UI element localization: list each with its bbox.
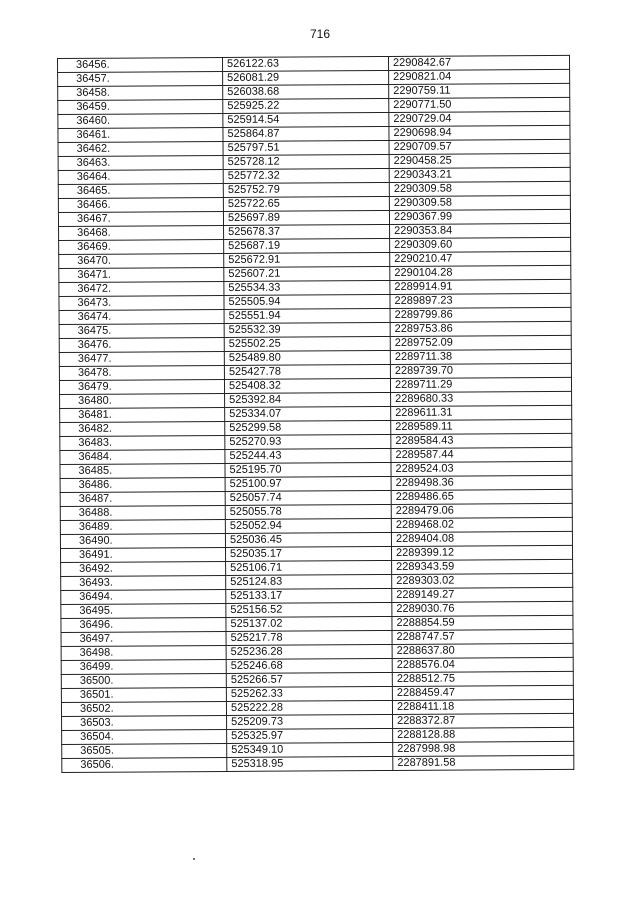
y-coordinate-cell: 2290729.04 xyxy=(389,111,570,126)
point-id-cell: 36471. xyxy=(59,267,224,282)
x-coordinate-cell: 525055.78 xyxy=(225,504,391,519)
point-id-cell: 36467. xyxy=(58,211,223,226)
y-coordinate-cell: 2289303.02 xyxy=(392,573,573,588)
x-coordinate-cell: 525217.78 xyxy=(226,630,392,645)
y-coordinate-cell: 2287998.98 xyxy=(393,741,574,756)
point-id-cell: 36505. xyxy=(62,743,227,758)
y-coordinate-cell: 2289399.12 xyxy=(391,545,572,560)
point-id-cell: 36498. xyxy=(61,645,226,660)
y-coordinate-cell: 2287891.58 xyxy=(393,755,574,770)
point-id-cell: 36502. xyxy=(61,701,226,716)
x-coordinate-cell: 525532.39 xyxy=(224,322,390,337)
point-id-cell: 36492. xyxy=(61,561,226,576)
y-coordinate-cell: 2289468.02 xyxy=(391,517,572,532)
y-coordinate-cell: 2289739.70 xyxy=(390,363,571,378)
y-coordinate-cell: 2290842.67 xyxy=(388,55,569,70)
x-coordinate-cell: 525722.65 xyxy=(223,196,389,211)
point-id-cell: 36456. xyxy=(58,57,223,72)
y-coordinate-cell: 2290771.50 xyxy=(389,97,570,112)
x-coordinate-cell: 525752.79 xyxy=(223,182,389,197)
point-id-cell: 36457. xyxy=(58,71,223,86)
point-id-cell: 36487. xyxy=(60,491,225,506)
point-id-cell: 36463. xyxy=(58,155,223,170)
point-id-cell: 36506. xyxy=(62,757,227,772)
x-coordinate-cell: 525236.28 xyxy=(226,644,392,659)
y-coordinate-cell: 2289752.09 xyxy=(390,335,571,350)
point-id-cell: 36490. xyxy=(60,533,225,548)
point-id-cell: 36486. xyxy=(60,477,225,492)
y-coordinate-cell: 2290309.58 xyxy=(389,181,570,196)
x-coordinate-cell: 525408.32 xyxy=(224,378,390,393)
point-id-cell: 36481. xyxy=(60,407,225,422)
y-coordinate-cell: 2288512.75 xyxy=(392,671,573,686)
y-coordinate-cell: 2289753.86 xyxy=(390,321,571,336)
y-coordinate-cell: 2289799.86 xyxy=(390,307,571,322)
y-coordinate-cell: 2288576.04 xyxy=(392,657,573,672)
point-id-cell: 36483. xyxy=(60,435,225,450)
x-coordinate-cell: 525489.80 xyxy=(224,350,390,365)
point-id-cell: 36459. xyxy=(58,99,223,114)
y-coordinate-cell: 2289030.76 xyxy=(392,601,573,616)
point-id-cell: 36474. xyxy=(59,309,224,324)
x-coordinate-cell: 525534.33 xyxy=(224,280,390,295)
y-coordinate-cell: 2288637.80 xyxy=(392,643,573,658)
y-coordinate-cell: 2290343.21 xyxy=(389,167,570,182)
x-coordinate-cell: 525052.94 xyxy=(225,518,391,533)
y-coordinate-cell: 2289343.59 xyxy=(392,559,573,574)
x-coordinate-cell: 526122.63 xyxy=(222,56,388,71)
x-coordinate-cell: 525392.84 xyxy=(225,392,391,407)
x-coordinate-cell: 525036.45 xyxy=(225,532,391,547)
y-coordinate-cell: 2289611.31 xyxy=(391,405,572,420)
y-coordinate-cell: 2288747.57 xyxy=(392,629,573,644)
point-id-cell: 36484. xyxy=(60,449,225,464)
point-id-cell: 36473. xyxy=(59,295,224,310)
point-id-cell: 36503. xyxy=(62,715,227,730)
x-coordinate-cell: 525697.89 xyxy=(223,210,389,225)
y-coordinate-cell: 2289914.91 xyxy=(390,279,571,294)
x-coordinate-cell: 525156.52 xyxy=(226,602,392,617)
y-coordinate-cell: 2289486.65 xyxy=(391,489,572,504)
y-coordinate-cell: 2289584.43 xyxy=(391,433,572,448)
point-id-cell: 36476. xyxy=(59,337,224,352)
y-coordinate-cell: 2290709.57 xyxy=(389,139,570,154)
point-id-cell: 36485. xyxy=(60,463,225,478)
point-id-cell: 36479. xyxy=(59,379,224,394)
x-coordinate-cell: 525925.22 xyxy=(223,98,389,113)
point-id-cell: 36468. xyxy=(59,225,224,240)
x-coordinate-cell: 525797.51 xyxy=(223,140,389,155)
x-coordinate-cell: 525106.71 xyxy=(226,560,392,575)
x-coordinate-cell: 525678.37 xyxy=(224,224,390,239)
x-coordinate-cell: 525772.32 xyxy=(223,168,389,183)
point-id-cell: 36464. xyxy=(58,169,223,184)
y-coordinate-cell: 2290759.11 xyxy=(389,83,570,98)
point-id-cell: 36497. xyxy=(61,631,226,646)
y-coordinate-cell: 2289404.08 xyxy=(391,531,572,546)
x-coordinate-cell: 525124.83 xyxy=(226,574,392,589)
y-coordinate-cell: 2289524.03 xyxy=(391,461,572,476)
point-id-cell: 36475. xyxy=(59,323,224,338)
y-coordinate-cell: 2290821.04 xyxy=(389,69,570,84)
coordinates-table xyxy=(57,55,574,773)
page-number: 716 xyxy=(309,27,331,41)
y-coordinate-cell: 2288459.47 xyxy=(392,685,573,700)
y-coordinate-cell: 2289479.06 xyxy=(391,503,572,518)
x-coordinate-cell: 525325.97 xyxy=(227,728,393,743)
point-id-cell: 36469. xyxy=(59,239,224,254)
point-id-cell: 36493. xyxy=(61,575,226,590)
point-id-cell: 36489. xyxy=(60,519,225,534)
x-coordinate-cell: 525222.28 xyxy=(226,700,392,715)
x-coordinate-cell: 525266.57 xyxy=(226,672,392,687)
x-coordinate-cell: 525270.93 xyxy=(225,434,391,449)
point-id-cell: 36496. xyxy=(61,617,226,632)
point-id-cell: 36478. xyxy=(59,365,224,380)
y-coordinate-cell: 2289711.38 xyxy=(390,349,571,364)
x-coordinate-cell: 526081.29 xyxy=(223,70,389,85)
point-id-cell: 36461. xyxy=(58,127,223,142)
point-id-cell: 36482. xyxy=(60,421,225,436)
table-row xyxy=(62,755,574,772)
point-id-cell: 36477. xyxy=(59,351,224,366)
y-coordinate-cell: 2289711.29 xyxy=(390,377,571,392)
y-coordinate-cell: 2290353.84 xyxy=(390,223,571,238)
x-coordinate-cell: 525262.33 xyxy=(226,686,392,701)
y-coordinate-cell: 2290458.25 xyxy=(389,153,570,168)
point-id-cell: 36480. xyxy=(60,393,225,408)
y-coordinate-cell: 2290104.28 xyxy=(390,265,571,280)
point-id-cell: 36462. xyxy=(58,141,223,156)
x-coordinate-cell: 525318.95 xyxy=(227,756,393,771)
y-coordinate-cell: 2289589.11 xyxy=(391,419,572,434)
x-coordinate-cell: 525864.87 xyxy=(223,126,389,141)
x-coordinate-cell: 525607.21 xyxy=(224,266,390,281)
y-coordinate-cell: 2290210.47 xyxy=(390,251,571,266)
point-id-cell: 36460. xyxy=(58,113,223,128)
x-coordinate-cell: 525244.43 xyxy=(225,448,391,463)
x-coordinate-cell: 525137.02 xyxy=(226,616,392,631)
point-id-cell: 36501. xyxy=(61,687,226,702)
y-coordinate-cell: 2289149.27 xyxy=(392,587,573,602)
point-id-cell: 36470. xyxy=(59,253,224,268)
y-coordinate-cell: 2288372.87 xyxy=(393,713,574,728)
y-coordinate-cell: 2290698.94 xyxy=(389,125,570,140)
x-coordinate-cell: 525349.10 xyxy=(227,742,393,757)
point-id-cell: 36491. xyxy=(60,547,225,562)
x-coordinate-cell: 525551.94 xyxy=(224,308,390,323)
y-coordinate-cell: 2290309.58 xyxy=(389,195,570,210)
y-coordinate-cell: 2289897.23 xyxy=(390,293,571,308)
point-id-cell: 36465. xyxy=(58,183,223,198)
y-coordinate-cell: 2288854.59 xyxy=(392,615,573,630)
x-coordinate-cell: 525100.97 xyxy=(225,476,391,491)
point-id-cell: 36500. xyxy=(61,673,226,688)
x-coordinate-cell: 525728.12 xyxy=(223,154,389,169)
x-coordinate-cell: 525914.54 xyxy=(223,112,389,127)
y-coordinate-cell: 2289587.44 xyxy=(391,447,572,462)
y-coordinate-cell: 2290309.60 xyxy=(390,237,571,252)
point-id-cell: 36494. xyxy=(61,589,226,604)
x-coordinate-cell: 525057.74 xyxy=(225,490,391,505)
x-coordinate-cell: 525672.91 xyxy=(224,252,390,267)
x-coordinate-cell: 525427.78 xyxy=(224,364,390,379)
point-id-cell: 36488. xyxy=(60,505,225,520)
point-id-cell: 36472. xyxy=(59,281,224,296)
x-coordinate-cell: 525334.07 xyxy=(225,406,391,421)
y-coordinate-cell: 2289498.36 xyxy=(391,475,572,490)
stray-mark xyxy=(193,858,195,860)
x-coordinate-cell: 525299.58 xyxy=(225,420,391,435)
x-coordinate-cell: 525687.19 xyxy=(224,238,390,253)
x-coordinate-cell: 525502.25 xyxy=(224,336,390,351)
coordinates-table-body xyxy=(58,55,574,772)
y-coordinate-cell: 2288128.88 xyxy=(393,727,574,742)
x-coordinate-cell: 525133.17 xyxy=(226,588,392,603)
y-coordinate-cell: 2288411.18 xyxy=(392,699,573,714)
x-coordinate-cell: 525035.17 xyxy=(225,546,391,561)
x-coordinate-cell: 525209.73 xyxy=(227,714,393,729)
x-coordinate-cell: 525505.94 xyxy=(224,294,390,309)
point-id-cell: 36466. xyxy=(58,197,223,212)
point-id-cell: 36495. xyxy=(61,603,226,618)
point-id-cell: 36458. xyxy=(58,85,223,100)
y-coordinate-cell: 2290367.99 xyxy=(389,209,570,224)
y-coordinate-cell: 2289680.33 xyxy=(391,391,572,406)
point-id-cell: 36499. xyxy=(61,659,226,674)
x-coordinate-cell: 525195.70 xyxy=(225,462,391,477)
x-coordinate-cell: 526038.68 xyxy=(223,84,389,99)
x-coordinate-cell: 525246.68 xyxy=(226,658,392,673)
point-id-cell: 36504. xyxy=(62,729,227,744)
